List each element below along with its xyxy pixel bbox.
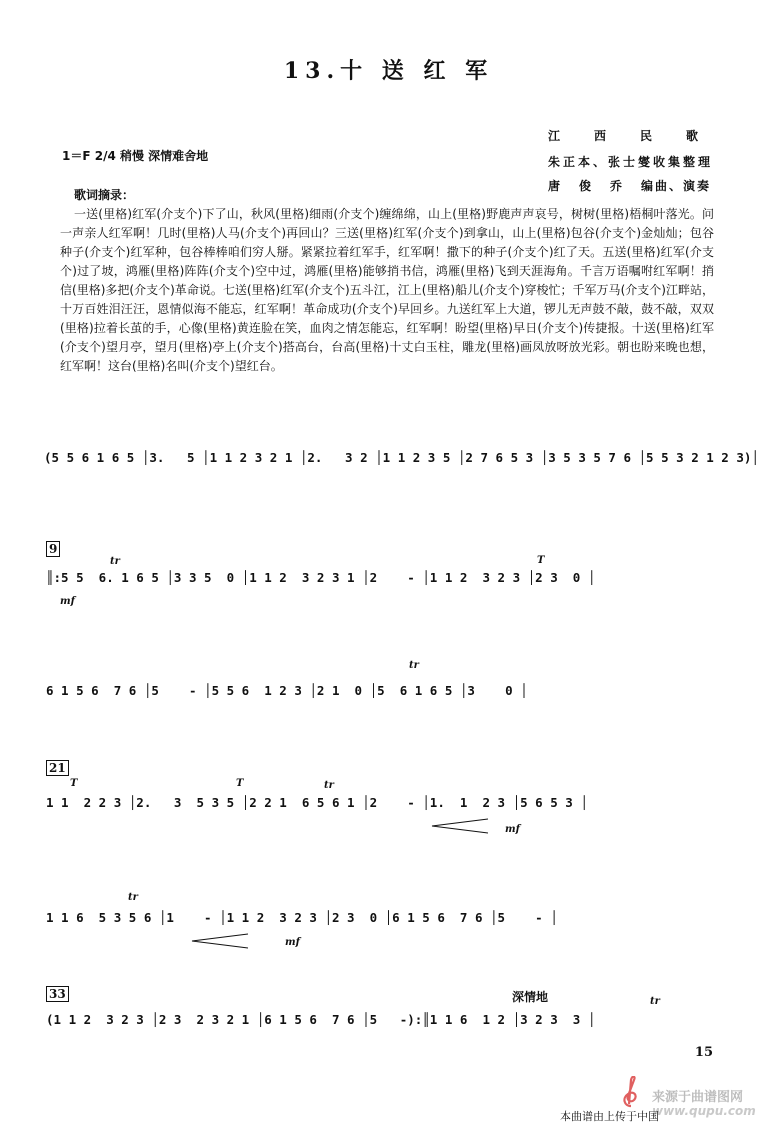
trill-mark-2: tr [409,660,419,671]
source-note: 本曲谱由上传于中国 [560,1110,659,1123]
line-5-notes: (1 1 2 3 2 3 │2 3 2 3 2 1 │6 1 5 6 7 6 │5 -):║1 1 6 1 2 │3 2 3 3 │ [46,1012,596,1027]
watermark-site-name: 来源于曲谱图网 [652,1090,744,1105]
line-2-notes: 6 1 5 6 7 6 │5 - │5 5 6 1 2 3 │2 1 0 │5 6 1 6 5 │3 0 │ [46,683,528,698]
lyrics-heading: 歌词摘录： [74,188,135,202]
line-3-notes: 1 1 2 2 3 │2. 3 5 3 5 │2 2 1 6 5 6 1 │2 - │1. 1 2 3 │5 6 5 3 │ [46,795,588,810]
dynamic-mf: mf [60,596,75,607]
arranger-role: 编曲、演奏 [641,179,712,193]
notation-line-4 [46,910,718,938]
credit-origin: 江西民歌 [548,129,733,143]
tenuto-mark-3: T [236,778,244,789]
trill-mark-5: tr [650,996,660,1007]
crescendo-hairpin [430,818,490,834]
credit-arranger [548,177,711,194]
line-1-notes: ║:5 5 6. 1 6 5 │3 3 5 0 │1 1 2 3 2 3 1 │2 - │1 1 2 3 2 3 │2 3 0 │ [46,570,596,585]
trill-mark-3: tr [324,780,334,791]
notation-line-5 [46,1012,718,1040]
notation-line-1 [46,570,718,598]
notation-line-2 [46,683,718,711]
measure-number-9: 9 [46,541,60,557]
dynamic-mf-3: mf [285,937,300,948]
watermark-url: www.qupu.com [652,1104,756,1118]
measure-number-21: 21 [46,760,69,776]
trill-mark: tr [110,556,120,567]
arranger-name: 唐俊乔 [548,179,642,193]
line-4-notes: 1 1 6 5 3 5 6 │1 - │1 1 2 3 2 3 │2 3 0 │6 1 5 6 7 6 │5 - │ [46,910,558,925]
tenuto-mark: T [537,555,545,566]
credit-collectors: 朱正本、张士燮收集整理 [548,155,714,169]
notation-intro [44,450,759,478]
page-number: 15 [694,1045,713,1060]
trill-mark-4: tr [128,892,138,903]
tenuto-mark-2: T [70,778,78,789]
measure-number-33: 33 [46,986,69,1002]
intro-notes: (5 5 6 1 6 5 │3. 5 │1 1 2 3 2 1 │2. 3 2 │1 1 2 3 5 │2 7 6 5 3 │3 5 3 5 7 6 │5 5 3 2 1 2 3)│ [44,450,759,465]
treble-clef-logo-icon [614,1076,648,1110]
expression-marking: 深情地 [512,990,549,1004]
key-signature: 1＝F 2/4 稍慢 深情难舍地 [62,149,209,163]
lyrics-body: 一送(里格)红军(介支个)下了山，秋风(里格)细雨(介支个)缠绵绵，山上(里格)野鹿声声哀号，树树(里格)梧桐叶落光。问一声亲人红军啊！几时(里格)人马(介支个)再回山？三送(里格)红军(介支个)到拿山，山上(里格)包谷(介支个)金灿灿；包谷种子(介支个)红军种，包谷棒棒咱们穷人掰。紧紧拉着红军手，红军啊！撒下的种子(介支个)红了天。五送(里格)红军(介支个)过了坡，鸿雁(里格)阵阵(介支个)空中过，鸿雁(里格)能够捎书信，鸿雁(里格)飞到天涯海角。千言万语嘱咐红军啊！捎信(里格)多把(介支个)革命说。七送(里格)红军(介支个)五斗江，江上(里格)船儿(介支个)穿梭忙；千军万马(介支个)江畔站，十万百姓泪汪汪，恩情似海不能忘，红军啊！革命成功(介支个)早回乡。九送红军上大道，锣儿无声鼓不敲，鼓不敲，双双(里格)拉着长茧的手，心像(里格)黄连脸在笑，血肉之情怎能忘，红军啊！盼望(里格)早日(介支个)传捷报。十送(里格)红军(介支个)望月亭，望月(里格)亭上(介支个)搭高台，台高(里格)十丈白玉柱，雕龙(里格)画凤放呀放光彩。朝也盼来晚也想，红军啊！这台(里格)名叫(介支个)望红台。 [60,207,714,373]
notation-line-3 [46,795,718,823]
page-title: 13.十 送 红 军 [283,58,494,84]
dynamic-mf-2: mf [505,824,520,835]
crescendo-hairpin-2 [190,933,250,949]
